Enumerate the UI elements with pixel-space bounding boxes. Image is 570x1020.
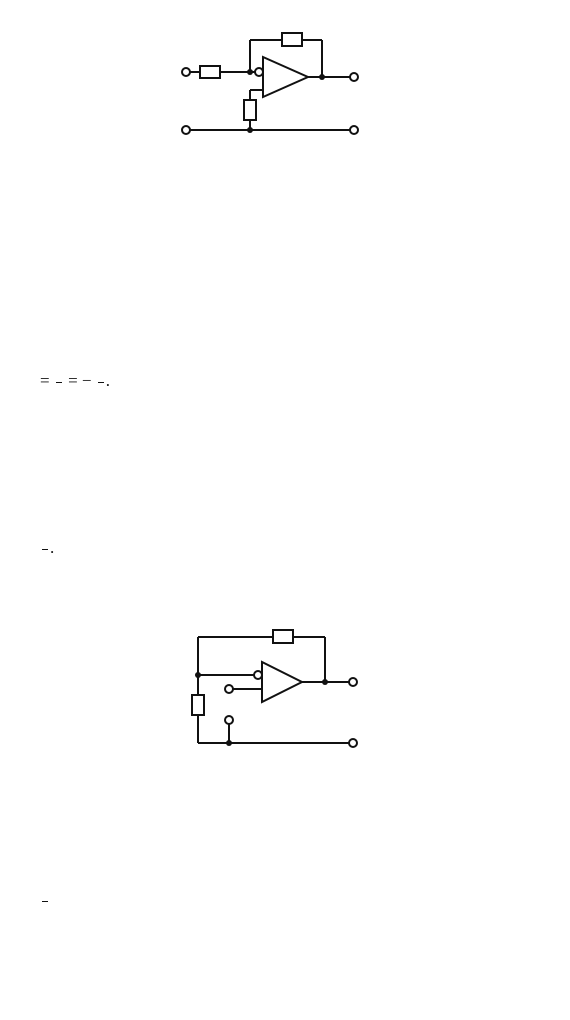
rf-resistor <box>273 630 293 643</box>
fraction-r <box>42 549 48 550</box>
figure-9-20-circuit <box>0 0 570 160</box>
inverting-amplifier-schematic <box>0 0 570 160</box>
fraction-v <box>56 382 62 383</box>
fraction-r <box>42 901 48 902</box>
input-terminal <box>225 685 233 693</box>
input-terminal <box>182 68 190 76</box>
opamp-triangle <box>263 57 308 97</box>
noninverting-amplifier-schematic <box>0 600 570 770</box>
fraction-r <box>98 382 104 383</box>
output-terminal <box>349 678 357 686</box>
figure-9-21-circuit <box>0 600 570 770</box>
equation-3: . <box>40 538 54 558</box>
output-terminal <box>350 73 358 81</box>
r-resistor <box>244 100 256 120</box>
r1-resistor <box>200 66 220 78</box>
r1-resistor <box>192 695 204 715</box>
opamp-triangle <box>262 662 302 702</box>
rf-resistor <box>282 33 302 46</box>
equation-2: = = − . <box>40 371 111 390</box>
equation-4 <box>40 890 50 910</box>
